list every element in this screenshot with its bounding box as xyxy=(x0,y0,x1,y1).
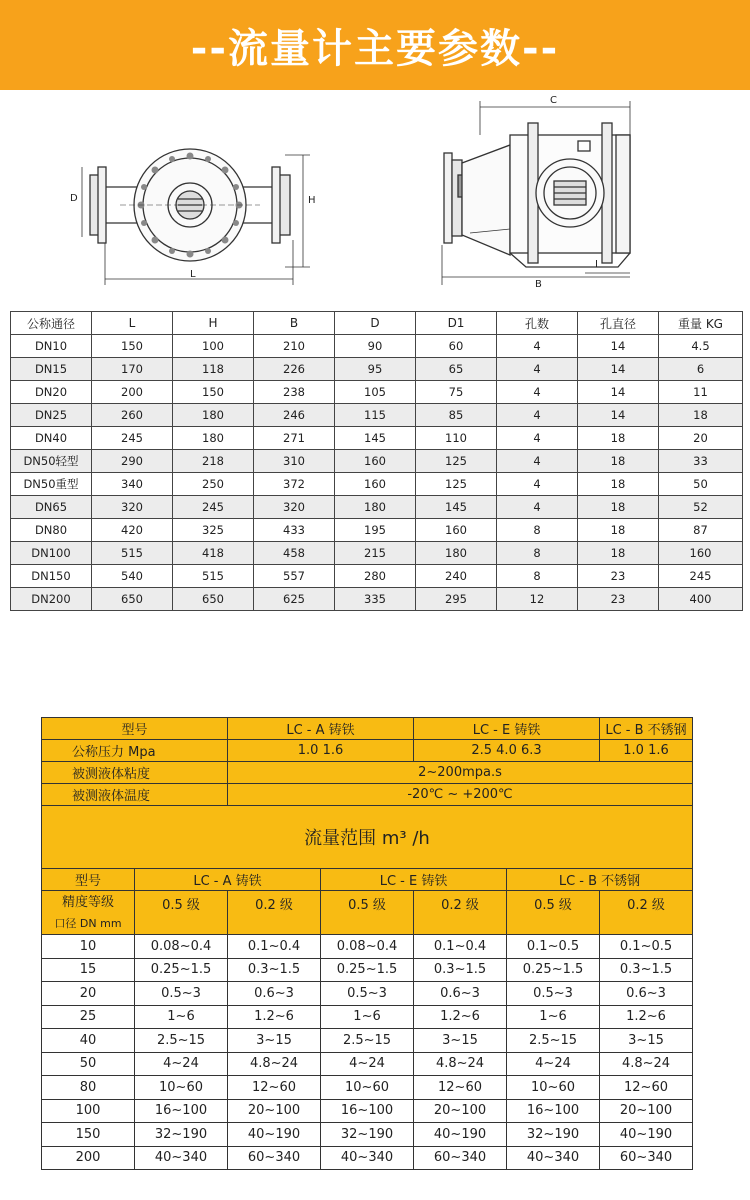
table-cell: DN25 xyxy=(11,404,92,427)
table-cell: 418 xyxy=(173,542,254,565)
table-cell: 12 xyxy=(497,588,578,611)
table-cell: 150 xyxy=(92,335,173,358)
table-cell: 125 xyxy=(416,473,497,496)
range-cell: 0.08~0.4 xyxy=(321,935,414,959)
table-cell: DN15 xyxy=(11,358,92,381)
diameter-cell: 50 xyxy=(42,1052,135,1076)
table-cell: 245 xyxy=(659,565,743,588)
column-header: H xyxy=(173,312,254,335)
parameter-table xyxy=(41,717,693,1170)
diameter-cell: 40 xyxy=(42,1029,135,1053)
table-row xyxy=(11,588,743,611)
column-header: B xyxy=(254,312,335,335)
range-cell: 4~24 xyxy=(135,1052,228,1076)
side-view-drawing xyxy=(430,95,660,300)
range-cell: 0.3~1.5 xyxy=(228,958,321,982)
range-cell: 40~340 xyxy=(135,1146,228,1170)
table-row xyxy=(42,1123,693,1147)
dimension-table xyxy=(10,311,743,611)
range-cell: 40~340 xyxy=(507,1146,600,1170)
table-cell: 18 xyxy=(578,473,659,496)
table-cell: 458 xyxy=(254,542,335,565)
table-cell: DN50轻型 xyxy=(11,450,92,473)
table-row xyxy=(42,1052,693,1076)
range-cell: 20~100 xyxy=(600,1099,693,1123)
table-row xyxy=(42,935,693,959)
dim-label-h: H xyxy=(308,195,316,206)
table-row xyxy=(42,1099,693,1123)
table-cell: 200 xyxy=(92,381,173,404)
table-cell: 18 xyxy=(578,542,659,565)
table-cell: 8 xyxy=(497,542,578,565)
table-cell: 14 xyxy=(578,358,659,381)
table-cell: 6 xyxy=(659,358,743,381)
table-cell: DN200 xyxy=(11,588,92,611)
range-cell: 3~15 xyxy=(414,1029,507,1053)
table-row xyxy=(11,565,743,588)
range-title-row xyxy=(42,806,693,869)
table-row xyxy=(11,381,743,404)
model-label: 型号 xyxy=(42,718,228,740)
pressure-label: 公称压力 Mpa xyxy=(42,740,228,762)
range-cell: 3~15 xyxy=(600,1029,693,1053)
column-header: D1 xyxy=(416,312,497,335)
accuracy-level: 0.2 级 xyxy=(600,891,693,935)
table-cell: 290 xyxy=(92,450,173,473)
accuracy-level: 0.5 级 xyxy=(507,891,600,935)
range-cell: 0.3~1.5 xyxy=(414,958,507,982)
pressure-lc-b: 1.0 1.6 xyxy=(600,740,693,762)
table-cell: 23 xyxy=(578,588,659,611)
table-cell: 52 xyxy=(659,496,743,519)
table-cell: 557 xyxy=(254,565,335,588)
table-row xyxy=(11,542,743,565)
table-cell: 226 xyxy=(254,358,335,381)
range-cell: 32~190 xyxy=(507,1123,600,1147)
table-cell: 320 xyxy=(92,496,173,519)
range-cell: 4~24 xyxy=(321,1052,414,1076)
range-cell: 4.8~24 xyxy=(228,1052,321,1076)
range-cell: 12~60 xyxy=(600,1076,693,1100)
range-cell: 1.2~6 xyxy=(414,1005,507,1029)
column-header: 孔数 xyxy=(497,312,578,335)
diameter-cell: 10 xyxy=(42,935,135,959)
table-row xyxy=(42,1076,693,1100)
table-cell: 115 xyxy=(335,404,416,427)
page-title: --流量计主要参数-- xyxy=(190,25,560,72)
table-cell: 65 xyxy=(416,358,497,381)
table-cell: 100 xyxy=(173,335,254,358)
range-cell: 0.5~3 xyxy=(507,982,600,1006)
table-row xyxy=(11,335,743,358)
range-model-row xyxy=(42,869,693,891)
table-cell: 195 xyxy=(335,519,416,542)
table-cell: 4 xyxy=(497,335,578,358)
column-header: 孔直径 xyxy=(578,312,659,335)
table-row xyxy=(11,358,743,381)
diameter-cell: 200 xyxy=(42,1146,135,1170)
table-cell: 95 xyxy=(335,358,416,381)
table-cell: 295 xyxy=(416,588,497,611)
table-cell: 18 xyxy=(659,404,743,427)
range-cell: 0.1~0.5 xyxy=(600,935,693,959)
range-cell: 40~340 xyxy=(321,1146,414,1170)
table-cell: 18 xyxy=(578,519,659,542)
range-cell: 4~24 xyxy=(507,1052,600,1076)
range-cell: 16~100 xyxy=(135,1099,228,1123)
viscosity-value: 2~200mpa.s xyxy=(228,762,693,784)
dim-label-i: I xyxy=(595,259,598,270)
front-view-drawing xyxy=(60,95,330,300)
range-cell: 0.25~1.5 xyxy=(507,958,600,982)
range-cell: 10~60 xyxy=(135,1076,228,1100)
range-cell: 60~340 xyxy=(600,1146,693,1170)
table-cell: 250 xyxy=(173,473,254,496)
range-cell: 3~15 xyxy=(228,1029,321,1053)
table-cell: 325 xyxy=(173,519,254,542)
table-cell: DN65 xyxy=(11,496,92,519)
column-header: 公称通径 xyxy=(11,312,92,335)
accuracy-level: 0.5 级 xyxy=(321,891,414,935)
range-cell: 2.5~15 xyxy=(135,1029,228,1053)
range-model-lc-a: LC - A 铸铁 xyxy=(135,869,321,891)
range-cell: 20~100 xyxy=(414,1099,507,1123)
table-row xyxy=(11,473,743,496)
range-model-lc-e: LC - E 铸铁 xyxy=(321,869,507,891)
pressure-lc-e: 2.5 4.0 6.3 xyxy=(414,740,600,762)
range-title: 流量范围 m³ /h xyxy=(42,806,693,869)
table-cell: 245 xyxy=(92,427,173,450)
table-row xyxy=(42,958,693,982)
table-cell: 433 xyxy=(254,519,335,542)
table-cell: 125 xyxy=(416,450,497,473)
range-model-lc-b: LC - B 不锈钢 xyxy=(507,869,693,891)
range-cell: 0.3~1.5 xyxy=(600,958,693,982)
dimension-header-row xyxy=(11,312,743,335)
table-cell: 246 xyxy=(254,404,335,427)
table-cell: 650 xyxy=(92,588,173,611)
table-cell: 320 xyxy=(254,496,335,519)
range-cell: 1~6 xyxy=(321,1005,414,1029)
table-cell: 4 xyxy=(497,404,578,427)
table-cell: 4 xyxy=(497,358,578,381)
range-cell: 40~190 xyxy=(414,1123,507,1147)
table-row xyxy=(42,1029,693,1053)
table-row xyxy=(11,496,743,519)
range-cell: 0.25~1.5 xyxy=(135,958,228,982)
table-cell: 18 xyxy=(578,450,659,473)
diameter-cell: 80 xyxy=(42,1076,135,1100)
range-cell: 0.1~0.4 xyxy=(228,935,321,959)
table-cell: 4.5 xyxy=(659,335,743,358)
model-row xyxy=(42,718,693,740)
table-row xyxy=(11,519,743,542)
range-cell: 40~190 xyxy=(600,1123,693,1147)
range-cell: 32~190 xyxy=(135,1123,228,1147)
table-cell: 90 xyxy=(335,335,416,358)
diameter-cell: 150 xyxy=(42,1123,135,1147)
accuracy-label: 精度等级 xyxy=(61,894,114,910)
diameter-cell: 25 xyxy=(42,1005,135,1029)
range-cell: 0.6~3 xyxy=(414,982,507,1006)
table-row xyxy=(42,1005,693,1029)
accuracy-row xyxy=(42,891,693,935)
table-cell: 4 xyxy=(497,427,578,450)
table-cell: 540 xyxy=(92,565,173,588)
range-cell: 60~340 xyxy=(228,1146,321,1170)
column-header: D xyxy=(335,312,416,335)
temperature-label: 被测液体温度 xyxy=(42,784,228,806)
table-cell: DN100 xyxy=(11,542,92,565)
dim-label-d: D xyxy=(70,193,78,204)
table-cell: 8 xyxy=(497,519,578,542)
table-cell: 238 xyxy=(254,381,335,404)
range-cell: 2.5~15 xyxy=(321,1029,414,1053)
table-cell: 87 xyxy=(659,519,743,542)
title-banner xyxy=(0,0,750,90)
range-cell: 12~60 xyxy=(228,1076,321,1100)
table-cell: 4 xyxy=(497,473,578,496)
table-cell: 218 xyxy=(173,450,254,473)
dim-label-b: B xyxy=(535,279,542,290)
diameter-cell: 15 xyxy=(42,958,135,982)
pressure-row xyxy=(42,740,693,762)
diameter-cell: 20 xyxy=(42,982,135,1006)
table-cell: DN20 xyxy=(11,381,92,404)
range-cell: 0.5~3 xyxy=(321,982,414,1006)
range-cell: 12~60 xyxy=(414,1076,507,1100)
table-cell: 280 xyxy=(335,565,416,588)
table-cell: 160 xyxy=(335,450,416,473)
diameter-label: 口径 DN mm xyxy=(54,916,122,930)
table-cell: 20 xyxy=(659,427,743,450)
table-row xyxy=(11,450,743,473)
table-row xyxy=(42,982,693,1006)
table-cell: 11 xyxy=(659,381,743,404)
table-cell: 145 xyxy=(335,427,416,450)
range-cell: 16~100 xyxy=(321,1099,414,1123)
table-cell: 515 xyxy=(92,542,173,565)
temperature-row xyxy=(42,784,693,806)
table-cell: 4 xyxy=(497,496,578,519)
table-cell: DN50重型 xyxy=(11,473,92,496)
table-cell: 372 xyxy=(254,473,335,496)
range-cell: 4.8~24 xyxy=(414,1052,507,1076)
accuracy-diameter-cell xyxy=(42,891,135,935)
table-cell: 650 xyxy=(173,588,254,611)
table-cell: 245 xyxy=(173,496,254,519)
table-cell: 400 xyxy=(659,588,743,611)
temperature-value: -20℃ ~ +200℃ xyxy=(228,784,693,806)
table-cell: 110 xyxy=(416,427,497,450)
table-cell: 180 xyxy=(173,427,254,450)
table-cell: 85 xyxy=(416,404,497,427)
table-row xyxy=(42,1146,693,1170)
table-cell: 8 xyxy=(497,565,578,588)
range-cell: 20~100 xyxy=(228,1099,321,1123)
range-cell: 32~190 xyxy=(321,1123,414,1147)
table-cell: 145 xyxy=(416,496,497,519)
range-cell: 16~100 xyxy=(507,1099,600,1123)
range-cell: 0.6~3 xyxy=(600,982,693,1006)
table-cell: 4 xyxy=(497,450,578,473)
range-cell: 0.5~3 xyxy=(135,982,228,1006)
table-cell: 105 xyxy=(335,381,416,404)
table-cell: 515 xyxy=(173,565,254,588)
range-cell: 4.8~24 xyxy=(600,1052,693,1076)
range-cell: 2.5~15 xyxy=(507,1029,600,1053)
table-cell: 625 xyxy=(254,588,335,611)
diameter-cell: 100 xyxy=(42,1099,135,1123)
table-cell: DN10 xyxy=(11,335,92,358)
table-cell: 150 xyxy=(173,381,254,404)
model-lc-e: LC - E 铸铁 xyxy=(414,718,600,740)
viscosity-row xyxy=(42,762,693,784)
dim-label-c: C xyxy=(550,95,557,106)
range-cell: 1.2~6 xyxy=(228,1005,321,1029)
dim-label-l: L xyxy=(190,269,196,280)
table-cell: 18 xyxy=(578,496,659,519)
table-cell: 240 xyxy=(416,565,497,588)
table-cell: 60 xyxy=(416,335,497,358)
table-cell: 271 xyxy=(254,427,335,450)
table-row xyxy=(11,404,743,427)
table-cell: 160 xyxy=(335,473,416,496)
table-cell: 14 xyxy=(578,381,659,404)
model-lc-b: LC - B 不锈钢 xyxy=(600,718,693,740)
range-cell: 10~60 xyxy=(507,1076,600,1100)
pressure-lc-a: 1.0 1.6 xyxy=(228,740,414,762)
table-cell: 340 xyxy=(92,473,173,496)
column-header: 重量 KG xyxy=(659,312,743,335)
table-cell: DN40 xyxy=(11,427,92,450)
model-lc-a: LC - A 铸铁 xyxy=(228,718,414,740)
accuracy-level: 0.2 级 xyxy=(414,891,507,935)
range-cell: 0.25~1.5 xyxy=(321,958,414,982)
table-cell: 210 xyxy=(254,335,335,358)
range-cell: 0.08~0.4 xyxy=(135,935,228,959)
range-cell: 1~6 xyxy=(135,1005,228,1029)
range-cell: 60~340 xyxy=(414,1146,507,1170)
table-cell: 160 xyxy=(416,519,497,542)
table-cell: 180 xyxy=(416,542,497,565)
accuracy-level: 0.2 级 xyxy=(228,891,321,935)
table-cell: DN150 xyxy=(11,565,92,588)
table-cell: 260 xyxy=(92,404,173,427)
table-cell: 180 xyxy=(335,496,416,519)
table-cell: 75 xyxy=(416,381,497,404)
range-cell: 1~6 xyxy=(507,1005,600,1029)
range-model-label: 型号 xyxy=(42,869,135,891)
table-cell: 170 xyxy=(92,358,173,381)
range-cell: 10~60 xyxy=(321,1076,414,1100)
range-cell: 0.6~3 xyxy=(228,982,321,1006)
table-cell: 118 xyxy=(173,358,254,381)
table-cell: 215 xyxy=(335,542,416,565)
table-cell: 180 xyxy=(173,404,254,427)
table-row xyxy=(11,427,743,450)
column-header: L xyxy=(92,312,173,335)
range-cell: 0.1~0.5 xyxy=(507,935,600,959)
table-cell: 420 xyxy=(92,519,173,542)
table-cell: 335 xyxy=(335,588,416,611)
accuracy-level: 0.5 级 xyxy=(135,891,228,935)
table-cell: 14 xyxy=(578,335,659,358)
table-cell: 160 xyxy=(659,542,743,565)
table-cell: 14 xyxy=(578,404,659,427)
table-cell: 33 xyxy=(659,450,743,473)
table-cell: 310 xyxy=(254,450,335,473)
table-cell: 50 xyxy=(659,473,743,496)
table-cell: 23 xyxy=(578,565,659,588)
range-cell: 40~190 xyxy=(228,1123,321,1147)
range-cell: 1.2~6 xyxy=(600,1005,693,1029)
table-cell: DN80 xyxy=(11,519,92,542)
table-cell: 4 xyxy=(497,381,578,404)
viscosity-label: 被测液体粘度 xyxy=(42,762,228,784)
table-cell: 18 xyxy=(578,427,659,450)
range-cell: 0.1~0.4 xyxy=(414,935,507,959)
